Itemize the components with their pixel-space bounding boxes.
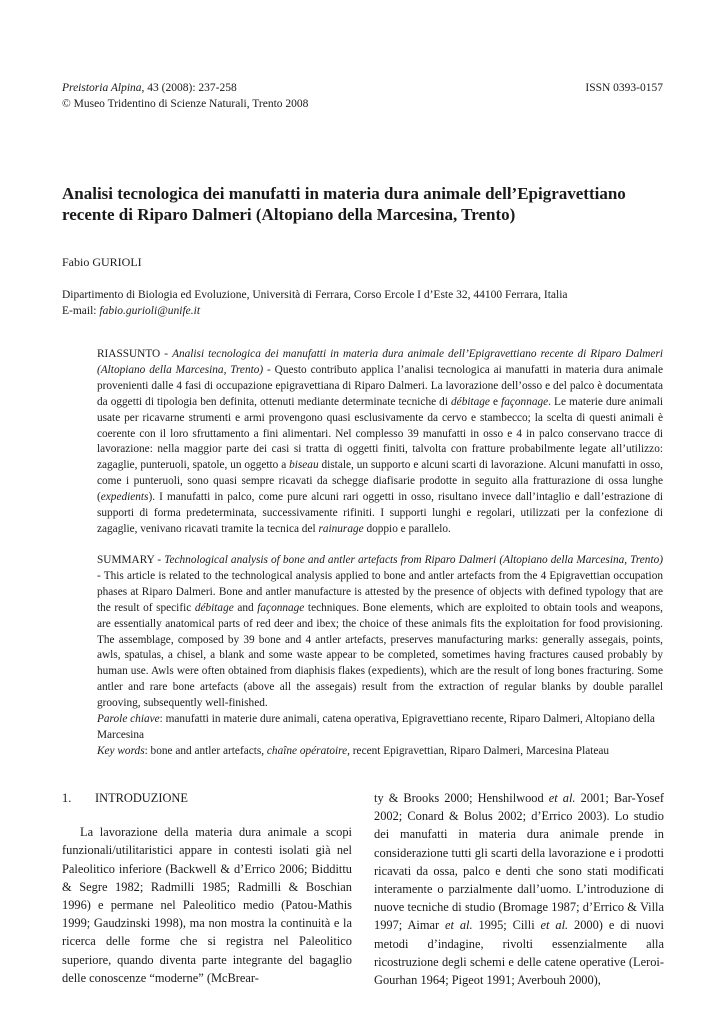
article-title: Analisi tecnologica dei manufatti in materia dura animale dell’Epigravettiano recente di Riparo Dalmeri (Altopiano della Marcesina, Trento) <box>62 184 626 224</box>
riassunto-text-3: . Le materie dure animali usate per ricavarne strumenti e armi provengono quasi esclusivamente da cervo e stambecco; la scelta di questi animali è coerente con il loro sfruttamento a fini alimentari. Nel complesso 39 manufatti in osso e 4 in palco conservano tracce di lavorazione: nella maggior parte dei casi si tratta di oggetti finiti, talvolta con fratture probabilmente legate all’utilizzo: zagaglie, punteruoli, spatole, un oggetto a <box>97 395 663 472</box>
right-etal-1: et al. <box>548 791 576 805</box>
author-name: Fabio GURIOLI <box>62 255 142 269</box>
keywords-en-text-1: : bone and antler artefacts, <box>144 744 267 757</box>
riassunto-text-5: ). I manufatti in palco, come pure alcuni rari oggetti in osso, risultano invece dall’intaglio e dall’estrazione di supporti di forma predeterminata, successivamente rifiniti. I supporti lunghi e regolari, utilizzati per la confezione di zagaglie, venivano ricavati tramite la tecnica del <box>97 491 663 535</box>
keywords-en-text-2: , recent Epigravettian, Riparo Dalmeri, Marcesina Plateau <box>347 744 610 757</box>
riassunto-term-faconnage: façonnage <box>501 395 549 408</box>
keywords-it-text: : manufatti in materie dure animali, catena operativa, Epigravettiano recente, Riparo Dalmeri, Altopiano della Marcesina <box>97 713 655 741</box>
riassunto-term-debitage: débitage <box>451 395 490 408</box>
riassunto-text-6: doppio e parallelo. <box>363 522 451 535</box>
riassunto-term-expedients: expedients <box>100 491 149 504</box>
abstract-italian <box>97 347 663 538</box>
right-text-3: 1995; Cilli <box>472 918 541 933</box>
riassunto-label: RIASSUNTO - <box>97 348 173 360</box>
email-label: E-mail: <box>62 305 100 317</box>
journal-name: Preistoria Alpina <box>62 82 142 94</box>
email-address[interactable]: fabio.gurioli@unife.it <box>99 305 201 317</box>
affiliation-email <box>62 303 672 319</box>
keywords-italian <box>97 712 663 744</box>
keywords-english <box>97 744 663 760</box>
summary-text-3: techniques. Bone elements, which are exploited to obtain tools and weapons, are essentially anatomical parts of red deer and ibex; the choice of these animals fits the exploitation for food provisioning. The assemblage, composed by 39 bone and 4 antler artefacts, preserves manufacturing marks: generally assegais, points, awls, spatulas, a chisel, a blank and some waste appear to be completed, sometimes having fractures caused probably by human use. Awls were often obtained from diaphisis flakes (expedients), which are the result of long bones fracturing. Some antler and rare bone artefacts (above all the assegais) result from the extraction of regular blanks by double parallel grooving, subsequently well-finished. <box>97 601 663 710</box>
riassunto-term-biseau: biseau <box>289 459 319 472</box>
intro-paragraph: La lavorazione della materia dura animale a scopi funzionali/utilitaristici appare in contesti isolati già nel Paleolitico inferiore (Backwell & d’Errico 2006; Biddittu & Segre 1982; Radmilli 1985; Radmilli & Boschian 1996) e permane nel Paleolitico medio (Patou-Mathis 1999; Gaudzinski 1998), ma non mostra la continuità e la ricerca delle forme che si registra nel Paleolitico superiore, quando diventa parte integrante del bagaglio delle conoscenze “moderne” (McBrear- <box>62 825 352 985</box>
body-column-left <box>62 789 352 987</box>
abstract-english <box>97 553 663 712</box>
keywords-it-label: Parole chiave <box>97 713 160 725</box>
copyright-notice: © Museo Tridentino di Scienze Naturali, Trento 2008 <box>62 98 309 110</box>
section-number: 1. <box>62 791 72 805</box>
keywords-en-term: chaîne opératoire <box>266 744 348 757</box>
section-title: INTRODUZIONE <box>95 791 188 805</box>
right-etal-3: et al. <box>540 918 569 933</box>
riassunto-term-rainurage: rainurage <box>318 522 364 535</box>
summary-label: SUMMARY - <box>97 554 165 566</box>
summary-text-1: - This article is related to the technological analysis applied to bone and antler artefacts from the 4 Epigravettian occupation phases at Riparo Dalmeri. Bone and antler manufacture is attested by the presence of objects with defined typology that are the result of specific <box>97 569 663 614</box>
section-heading <box>62 789 352 807</box>
summary-text-2: and <box>233 601 258 614</box>
affiliation-address: Dipartimento di Biologia ed Evoluzione, Università di Ferrara, Corso Ercole I d’Este 32, 44100 Ferrara, Italia <box>62 289 568 301</box>
keywords-block <box>97 712 663 760</box>
right-text-2: 2001; Bar-Yosef 2002; Conard & Bolus 2002; d’Errico 2003). Lo studio dei manufatti in materia dura animale prende in considerazione tutti gli scarti della lavorazione e i prodotti ricavati da ossa, palco e denti che sono stati modificati interamente o parzialmente dall’uomo. L’introduzione di nuove tecniche di studio (Bromage 1987; d’Errico & Villa 1997; Aimar <box>374 791 664 933</box>
journal-citation <box>62 80 237 96</box>
body-column-right <box>374 789 664 989</box>
author-affiliation <box>62 287 672 319</box>
keywords-en-label: Key words <box>97 744 145 757</box>
issn: ISSN 0393-0157 <box>585 82 663 94</box>
summary-term-faconnage: façonnage <box>257 601 305 614</box>
journal-volume-pages: , 43 (2008): 237-258 <box>141 82 237 94</box>
riassunto-text-2: e <box>489 395 502 408</box>
right-text-1: ty & Brooks 2000; Henshilwood <box>374 791 549 805</box>
right-text-4: 2000) e di nuovi metodi d’indagine, rivolti essenzialmente alla ricostruzione degli schemi e delle catene operative (Leroi-Gourhan 1964; Pigeot 1991; Averbouh 2000), <box>374 918 664 988</box>
summary-term-debitage: débitage <box>194 601 234 614</box>
right-etal-2: et al. <box>445 918 473 933</box>
intro-paragraph-continued <box>374 789 664 989</box>
summary-title: Technological analysis of bone and antler artefacts from Riparo Dalmeri (Altopiano della Marcesina, Trento) <box>164 554 664 566</box>
riassunto-text-4: distale, un supporto e alcuni scarti di lavorazione. Alcuni manufatti in osso, come i punteruoli, sono quasi sempre ricavati da schegge diafisarie prodotte in seguito alla fratturazione di ossa lunghe ( <box>97 459 663 504</box>
riassunto-text-1: - Questo contributo applica l’analisi tecnologica ai manufatti in materia dura animale provenienti dalle 4 fasi di occupazione epigravettiana di Riparo Dalmeri. La lavorazione dell’osso e del palco è documentata da oggetti di tipologia ben definita, ottenuti mediante determinate tecniche di <box>97 363 663 408</box>
riassunto-title: Analisi tecnologica dei manufatti in materia dura animale dell’Epigravettiano recente di Riparo Dalmeri (Altopiano della Marcesina, Trento) <box>97 348 663 376</box>
